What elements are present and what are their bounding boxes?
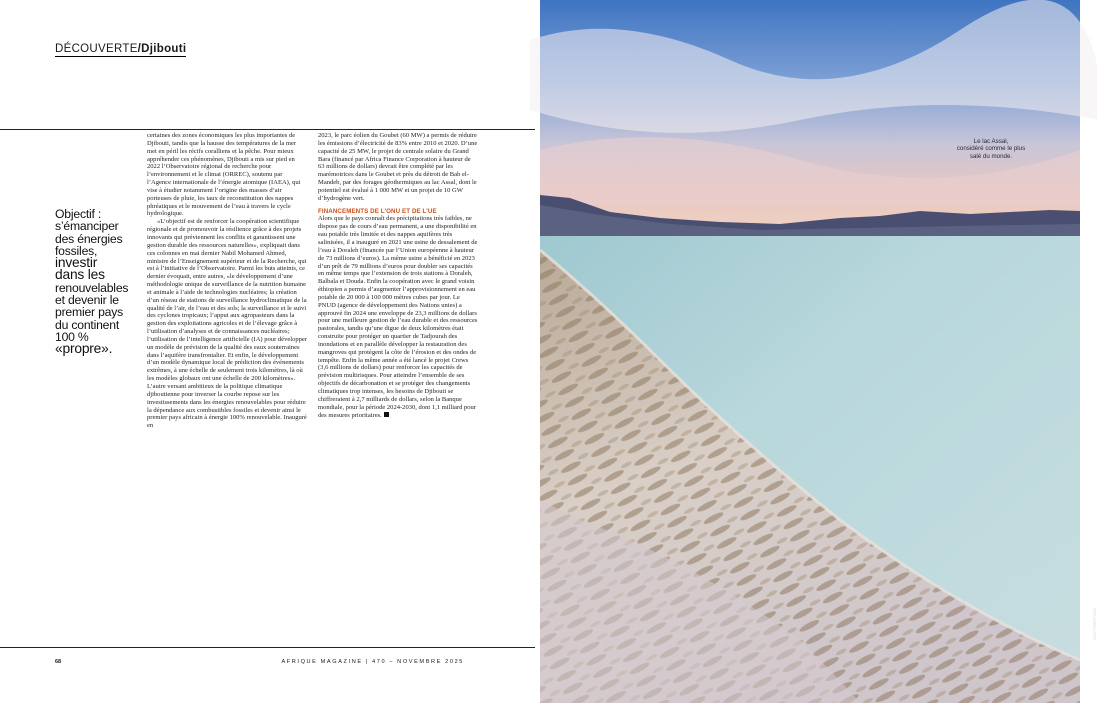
lake-assal-image — [540, 0, 1080, 703]
section-place: Djibouti — [141, 43, 187, 55]
section-name: DÉCOUVERTE — [55, 43, 138, 55]
subheading: FINANCEMENTS DE L’ONU ET DE L’UE — [318, 207, 437, 215]
text-column-2 — [318, 132, 478, 419]
article-page — [0, 0, 540, 703]
paragraph: certaines des zones économiques les plus importantes de Djibouti, tandis que la hausse des températures de la mer met en péril les récifs coralliens et la pêche. Pour mieux appréhender ces phénomènes, Djibouti a mis sur pied en 2022 l’Observatoire régional de recherche pour l’environnement et le climat (ORREC), soutenu par l’Agence internationale de l’énergie atomique (IAEA), qui vise à étudier notamment l’origine des masses d’air porteuses de pluie, les taux de reconstitution des nappes phréatiques et le mouvement de l’eau à travers le cycle hydrologique. — [147, 132, 301, 218]
paragraph-text: Alors que le pays connaît des précipitations très faibles, ne dispose pas de cours d’eau permanent, a une disponibilité en eau potable très limitée et des nappes aquifères très salinisées, il a inauguré en 2021 une usine de dessalement de l’eau à Doraleh (financée par l’Union européenne à hauteur de 73 millions d’euros). La même usine a bénéficié en 2023 d’un prêt de 79 millions d’euros pour doubler ses capacités en même temps que l’extension de trois stations à Doraleh, Balbala et Douda. Enfin la coopération avec le grand voisin éthiopien a permis d’augmenter l’approvisionnement en eau potable de 20 000 à 100 000 mètres cubes par jour. Le PNUD (agence de développement des Nations unies) a approuvé fin 2024 une enveloppe de 23,3 millions de dollars pour une meilleure gestion de l’eau durable et des ressources pastorales, tandis qu’une digue de deux kilomètres était construite pour protéger un quartier de Tadjourah des inondations et en parallèle développer la restauration des mangroves qui protègent la côte de l’érosion et des ondes de tempête. Enfin la même année a été lancé le projet Crews (3,6 millions de dollars) pour renforcer les capacités de prévision multirisques. Pour atteindre l’ensemble de ses objectifs de décarbonation et se protéger des changements climatiques trop intenses, les besoins de Djibouti se chiffreraient à 2,7 milliards de dollars, selon la Banque mondiale, pour la période 2024-2030, dont 1,1 milliard pour des mesures prioritaires. — [318, 215, 478, 419]
caption-line: Le lac Assal, — [973, 138, 1009, 145]
pull-quote-line: renouvelables — [55, 280, 129, 295]
section-separator: / — [137, 43, 142, 55]
pull-quote-line: et devenir le — [55, 293, 119, 308]
page-number: 68 — [55, 659, 62, 665]
pull-quote-line: «propre». — [55, 341, 113, 357]
top-rule — [0, 129, 535, 130]
paragraph: L’autre versant ambitieux de la politique climatique djiboutienne pour inverser la courbe repose sur les investissements dans les énergies renouvelables pour réduire la dépendance aux combustibles fossiles et devenir ainsi le premier pays africain à énergie 100% renouvelable. Inauguré en — [147, 383, 307, 430]
pull-quote-line: des énergies — [55, 231, 123, 246]
paragraph: 2023, le parc éolien du Goubet (60 MW) a permis de réduire les émissions d’électricité de 83% entre 2010 et 2020. D’une capacité de 25 MW, le projet de centrale solaire du Grand Bara (financé par Africa Finance Corporation à hauteur de 63 millions de dollars) devrait être complété par les marémotrices dans le Goubet et près du détroit de Bab el-Mandeb, par des forages géothermiques au lac Assal, dont le potentiel est évalué à 1 000 MW et un projet de 10 GW d’hydrogène vert. — [318, 132, 478, 202]
pull-quote-line: du continent — [55, 317, 120, 332]
pull-quote-line: investir — [55, 255, 98, 271]
pull-quote-line: s’émanciper — [55, 219, 119, 234]
magazine-footer: AFRIQUE MAGAZINE | 470 – NOVEMBRE 2025 — [281, 659, 464, 665]
lake-photo — [540, 0, 1097, 703]
pull-quote-line: dans les — [55, 267, 105, 283]
photo-credit: SHUTTERSTOCK — [1092, 607, 1097, 640]
photo-caption — [934, 138, 1048, 160]
pull-quote — [55, 208, 139, 356]
pull-quote-line: fossiles, — [55, 243, 98, 258]
paragraph — [318, 215, 478, 419]
pull-quote-line: 100 % — [55, 329, 89, 344]
caption-line: considéré comme le plus — [956, 145, 1026, 153]
bottom-rule — [0, 647, 535, 648]
pull-quote-line: premier pays — [55, 305, 124, 320]
paragraph: «L’objectif est de renforcer la coopération scientifique régionale et de promouvoir la résilience grâce à des projets innovants qui préviennent les conflits et garantissent une gestion durable des ressources naturelles», expliquait dans ces colonnes en mai dernier Nabil Mohamed Ahmed, ministre de l’Enseignement supérieur et de la Recherche, qui est à l’initiative de l’Observatoire. Parmi les buts atteints, ce dernier évoquait, entre autres, «le développement d’une méthodologie unique de surveillance de la nutrition humaine et animale à l’aide de technologies nucléaires; la création d’un réseau de stations de surveillance hydroclimatique de la qualité de l’air, de l’eau et des sols; la surveillance et le suivi des cyclones tropicaux; l’appui aux agropasteurs dans la gestion des exploitations agricoles et de l’élevage grâce à l’utilisation d’analyses et de connaissances nucléaires; l’utilisation de l’intelligence artificielle (IA) pour développer un modèle de prévision de la qualité des eaux souterraines dans l’aquifère transfrontalier. Et enfin, le développement d’un modèle dynamique local de prédiction des événements extrêmes, à une échelle de seulement trois kilomètres, là où les modèles globaux ont une échelle de 200 kilomètres». — [147, 218, 307, 383]
pull-quote-line: Objectif : — [55, 207, 102, 221]
section-header — [55, 43, 186, 57]
text-column-1 — [147, 132, 307, 430]
end-mark-icon — [384, 412, 389, 417]
caption-line: salé du monde. — [969, 152, 1013, 160]
